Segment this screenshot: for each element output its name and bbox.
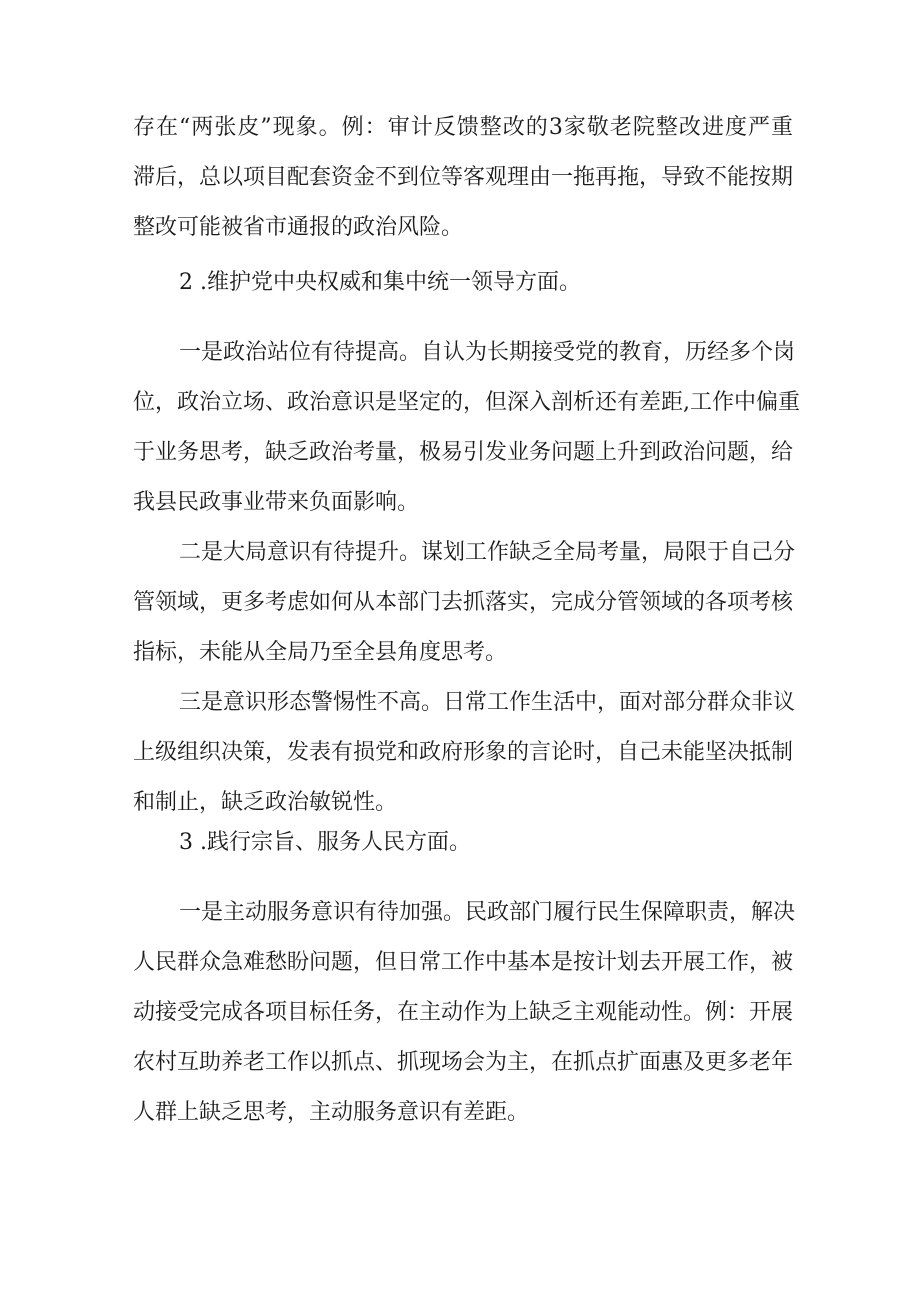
- text-line: 上级组织决策，发表有损党和政府形象的言论时，自己未能坚决抵制: [133, 740, 794, 765]
- text-line: 整改可能被省市通报的政治风险。: [133, 215, 464, 240]
- text-line: 滞后，总以项目配套资金不到位等客观理由一拖再拖，导致不能按期: [133, 165, 794, 190]
- text-line: 二是大局意识有待提升。谋划工作缺乏全局考量，局限于自己分: [179, 540, 796, 565]
- paragraph-political-stance: [133, 328, 800, 528]
- text-line: 指标，未能从全局乃至全县角度思考。: [133, 640, 508, 665]
- paragraph-overall-awareness: [133, 528, 796, 678]
- text-line: 人群上缺乏思考，主动服务意识有差距。: [133, 1100, 530, 1125]
- text-line: 三是意识形态警惕性不高。日常工作生活中，面对部分群众非议: [179, 690, 796, 715]
- section-heading-3: [133, 818, 793, 868]
- text-line: 和制止，缺乏政治敏锐性。: [133, 790, 398, 815]
- text-line: 于业务思考，缺乏政治考量，极易引发业务问题上升到政治问题，给: [133, 440, 794, 465]
- text-line: 位，政治立场、政治意识是坚定的，但深入剖析还有差距,工作中偏重: [133, 390, 800, 415]
- section-heading-2: [133, 258, 793, 308]
- text-line: 一是政治站位有待提高。自认为长期接受党的教育，历经多个岗: [179, 340, 796, 365]
- heading-line: 3 .践行宗旨、服务人民方面。: [179, 830, 471, 855]
- text-line: 动接受完成各项目标任务，在主动作为上缺乏主观能动性。例：开展: [133, 1000, 794, 1025]
- paragraph-service-awareness: [133, 888, 796, 1138]
- heading-line: 2 .维护党中央权威和集中统一领导方面。: [179, 270, 581, 295]
- paragraph-two-faces-phenomenon: [133, 103, 793, 253]
- paragraph-ideology-vigilance: [133, 678, 796, 828]
- text-line: 我县民政事业带来负面影响。: [133, 490, 420, 515]
- text-line: 一是主动服务意识有待加强。民政部门履行民生保障职责，解决: [179, 900, 796, 925]
- text-line: 存在“两张皮”现象。例：审计反馈整改的3家敬老院整改进度严重: [133, 115, 793, 140]
- text-line: 农村互助养老工作以抓点、抓现场会为主，在抓点扩面惠及更多老年: [133, 1050, 794, 1075]
- text-line: 人民群众急难愁盼问题，但日常工作中基本是按计划去开展工作，被: [133, 950, 794, 975]
- text-line: 管领域，更多考虑如何从本部门去抓落实，完成分管领域的各项考核: [133, 590, 794, 615]
